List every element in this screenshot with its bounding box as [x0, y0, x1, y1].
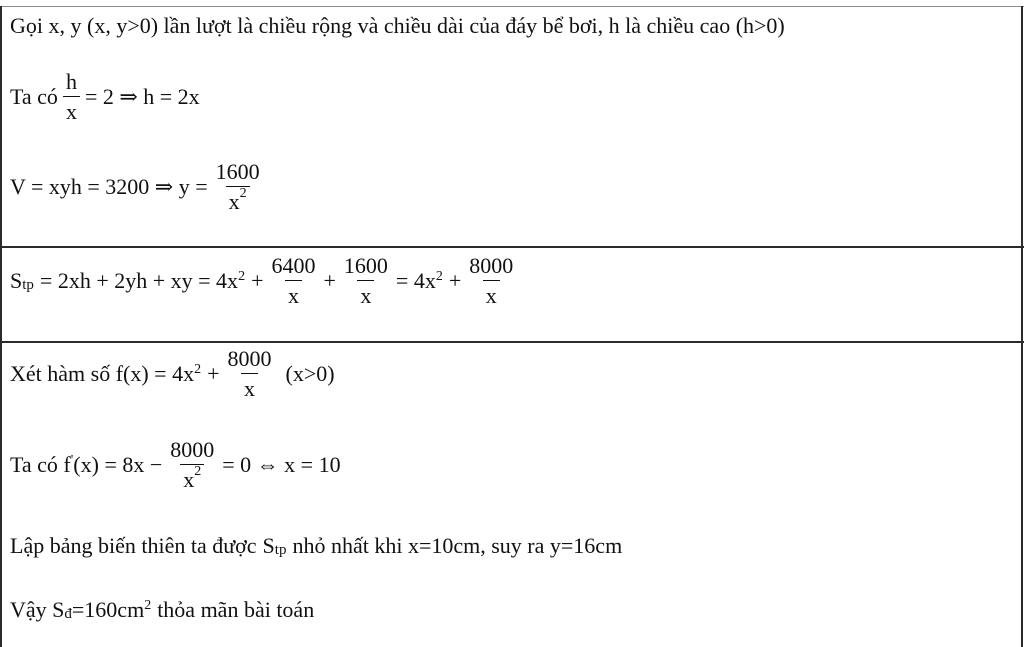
fraction-numerator: 6400	[271, 253, 316, 278]
derivative-line: Ta có f ' (x) = 8x − $\frac{8000}{x^2}$ = 0 ⇔ x = 10	[10, 437, 341, 492]
fraction-numerator: 8000	[227, 346, 272, 371]
intro-text: Gọi x, y (x, y>0) lần lượt là chiều rộng và chiều dài của đáy bể bơi, h là chiều cao (h>0)	[10, 13, 785, 38]
fraction-numerator: 1600	[215, 159, 260, 184]
fraction-8000	[225, 347, 275, 401]
left-border	[0, 6, 2, 647]
plus-sign: +	[323, 268, 336, 293]
function-prefix: Xét hàm số f(x) = 4x	[10, 361, 195, 386]
fraction-denominator	[226, 186, 250, 214]
fraction-8000	[466, 254, 516, 308]
y-fraction	[213, 160, 263, 214]
surface-eq-part2: = 4x	[395, 268, 436, 293]
conclusion-line: Vậy S $_đ$ =160cm $^2$ thỏa mãn bài toán	[10, 597, 315, 622]
surface-area-line: S $_{tp}$ = 2xh + 2yh + xy = 4x $^2$ + $\frac{6400}{x}$ + $\frac{1600}{x}$ = 4x $^2$ + $\frac{8000}{x}$	[10, 254, 521, 308]
conclusion-prefix: Vậy S	[10, 597, 65, 622]
fraction-numerator: h	[65, 69, 77, 94]
s-symbol: S	[262, 533, 275, 558]
fraction-denominator: x	[241, 373, 258, 401]
fraction-numerator: 8000	[170, 437, 215, 462]
ta-co-label: Ta có	[10, 84, 58, 109]
variation-prefix: Lập bảng biến thiên ta được	[10, 533, 257, 558]
surface-eq-part1: = 2xh + 2yh + xy = 4x	[39, 268, 239, 293]
fraction-numerator: 1600	[343, 253, 388, 278]
domain-condition: (x>0)	[285, 361, 335, 386]
conclusion-middle: =160cm	[71, 597, 145, 622]
fraction-6400	[268, 254, 318, 308]
exponent: 2	[194, 463, 202, 479]
fraction-denominator: x	[63, 96, 80, 124]
right-border	[1021, 6, 1023, 647]
plus-sign: +	[207, 361, 220, 386]
section-divider-1	[0, 246, 1024, 248]
s-symbol: S	[10, 268, 23, 293]
top-border	[0, 6, 1024, 7]
fraction-denominator	[180, 464, 204, 492]
section-divider-2	[0, 341, 1024, 343]
variation-table-line: Lập bảng biến thiên ta được S $_{tp}$ nhỏ nhất khi x=10cm, suy ra y=16cm	[10, 533, 623, 558]
h-equation-rest: = 2 ⇒ h = 2x	[84, 84, 200, 109]
intro-line	[10, 13, 785, 39]
fraction-1600	[341, 254, 391, 308]
denominator-base: x	[228, 189, 240, 214]
derivative-end: = 0 ⇔ x = 10	[222, 452, 341, 477]
fraction-denominator: x	[483, 280, 500, 308]
denominator-base: x	[183, 467, 195, 492]
plus-sign: +	[448, 268, 462, 293]
fraction-denominator: x	[285, 280, 302, 308]
conclusion-suffix: thỏa mãn bài toán	[157, 597, 315, 622]
volume-equation-prefix: V = xyh = 3200 ⇒ y =	[10, 174, 208, 199]
derivative-prefix: Ta có f	[10, 452, 71, 477]
fraction-denominator: x	[357, 280, 374, 308]
derivative-fraction	[167, 438, 217, 492]
function-definition-line: Xét hàm số f(x) = 4x $^2$ + $\frac{8000}{x}$ (x>0)	[10, 346, 335, 401]
fraction-numerator: 8000	[469, 253, 514, 278]
h-equation-line	[10, 70, 200, 124]
plus-sign: +	[251, 268, 264, 293]
exponent: 2	[239, 185, 247, 201]
volume-equation-line	[10, 160, 268, 214]
h-over-x-fraction	[63, 70, 80, 124]
variation-suffix: nhỏ nhất khi x=10cm, suy ra y=16cm	[292, 533, 623, 558]
derivative-middle: (x) = 8x −	[73, 452, 163, 477]
